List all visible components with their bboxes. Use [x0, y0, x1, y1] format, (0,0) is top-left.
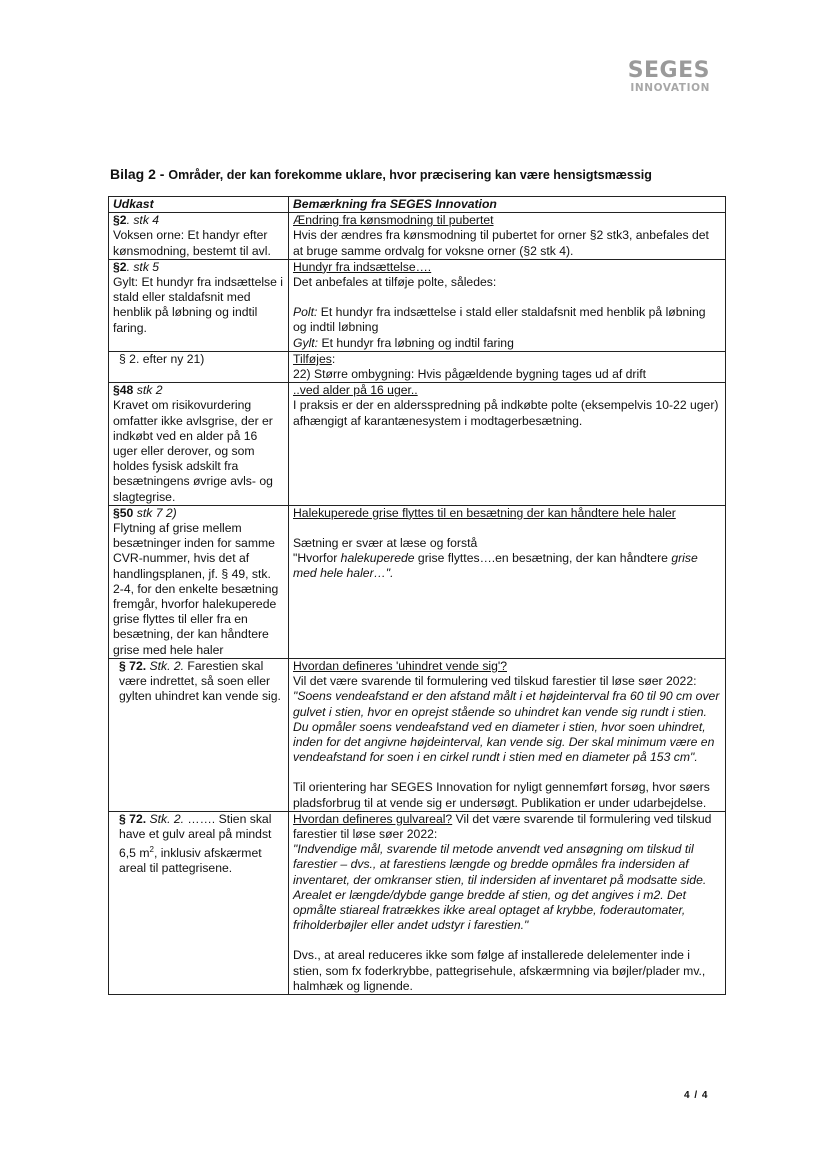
draft-text: Gylt: Et hundyr fra indsættelse i stald eller staldafsnit med henblik på løbning og indtil faring.	[113, 275, 284, 335]
draft-cell	[109, 259, 289, 351]
draft-cell	[109, 811, 289, 994]
remark-text: Dvs., at areal reduceres ikke som følge af installerede delelementer inde i stien, som fx foderkrybbe, pattegrisehule, afskærmning via bøjler/plader mv., halmhæk og lignende.	[293, 948, 706, 993]
quote-part: halekuperede	[340, 551, 415, 566]
table-row	[109, 658, 726, 811]
paragraph-ref: § 72.	[119, 811, 147, 826]
remark-cell	[289, 351, 726, 382]
draft-text: Kravet om risikovurdering omfatter ikke avlsgrise, der er indkøbt ved en alder på 16 uger eller derover, og som holdes fysisk adskilt fra besætningens øvrige avls- og slagtegrise.	[113, 398, 273, 504]
remark-text: Vil det være svarende til formulering ved tilskud farestier til løse søer 2022:	[293, 674, 697, 689]
remark-text: Til orientering har SEGES Innovation for nyligt gennemført forsøg, hvor søers pladsforbrug til at vende sig er undersøgt. Publikation er under udarbejdelse.	[293, 780, 710, 810]
draft-cell	[109, 505, 289, 658]
remark-heading: ..ved alder på 16 uger..	[293, 383, 418, 398]
remark-heading: Hundyr fra indsættelse….	[293, 259, 432, 274]
title-text: Områder, der kan forekomme uklare, hvor præcisering kan være hensigtsmæssig	[168, 168, 652, 182]
remark-quote: "Indvendige mål, svarende til metode anvendt ved ansøgning om tilskud til farestier – dvs., at farestiens længde og bredde opmåles fra indersiden af inventaret, der omkranser stien, til indersiden af inventaret på modsatte side. Arealet er længde/dybde gange bredde af stien, og det angives i m2. Det opmålte stiareal fratrækkes ikke areal optaget af krybbe, foderautomater, friholderbøjler eller andet udstyr i farestien."	[293, 842, 707, 933]
seges-logo	[628, 60, 710, 94]
definition-text: Et hundyr fra løbning og indtil faring	[318, 335, 514, 350]
remark-cell	[289, 259, 726, 351]
draft-text: Voksen orne: Et handyr efter kønsmodning, bestemt til avl.	[113, 228, 271, 258]
logo-subtitle: INNOVATION	[630, 82, 710, 94]
remark-heading: Hvordan defineres gulvareal?	[293, 811, 453, 826]
quote-part: grise med hele haler…".	[293, 551, 698, 581]
quote-part: "Hvorfor	[293, 551, 341, 566]
remark-cell	[289, 811, 726, 994]
remark-heading: Hvordan defineres 'uhindret vende sig'?	[293, 658, 508, 673]
paragraph-subref: stk 2	[133, 383, 163, 398]
remark-quote: "Soens vendeafstand er den afstand målt i et højdeinterval fra 60 til 90 cm over gulvet i stien, hvor en oprejst stående so uhindret kan vende sig rundt i stien. Du opmåler soens vendeafstand ved en diameter i stien, hvor soen uhindret, inden for det angivne højdeinterval, kan vende sig. Der skal minimum være en vendeafstand for soen i en cirkel rundt i stien med en diameter på 153 cm".	[293, 689, 720, 765]
paragraph-ref: § 72.	[119, 658, 147, 673]
table-row	[109, 259, 726, 351]
draft-text: , inklusiv afskærmet areal til pattegrisene.	[119, 846, 262, 876]
draft-text: § 2. efter ny 21)	[119, 351, 205, 366]
paragraph-subref: Stk. 2.	[146, 658, 185, 673]
table-row	[109, 383, 726, 506]
remark-cell	[289, 383, 726, 506]
header-remarks: Bemærkning fra SEGES Innovation	[289, 197, 726, 213]
draft-cell	[109, 351, 289, 382]
draft-text: Flytning af grise mellem besætninger inden for samme CVR-nummer, hvis det af handlingsplanen, jf. § 49, stk. 2-4, for den enkelte besætning fremgår, hvorfor halekuperede grise flyttes til eller fra en besætning, der kan håndtere grise med hele haler	[113, 521, 279, 657]
table-row	[109, 505, 726, 658]
paragraph-ref: §50	[113, 505, 134, 520]
remark-cell	[289, 505, 726, 658]
remark-text: Sætning er svær at læse og forstå	[293, 536, 478, 551]
remark-cell	[289, 658, 726, 811]
remark-text: Hvis der ændres fra kønsmodning til pubertet for orner §2 stk3, anbefales det at bruge samme ordvalg for voksne orner (§2 stk 4).	[293, 228, 709, 258]
remark-text: Vil det være svarende til formulering ved tilskud farestier til løse søer 2022:	[293, 811, 712, 841]
quote-part: grise flyttes….en besætning, der kan håndtere	[414, 551, 672, 566]
paragraph-ref: §2	[113, 259, 127, 274]
table-row	[109, 213, 726, 260]
page-number: 4 / 4	[684, 1090, 709, 1101]
remark-cell	[289, 213, 726, 260]
definition-label: Gylt:	[293, 335, 319, 350]
remark-text: I praksis er der en aldersspredning på indkøbte polte (eksempelvis 10-22 uger) afhængigt af karantænesystem i modtagerbesætning.	[293, 398, 719, 428]
comments-table	[108, 196, 726, 995]
title-prefix: Bilag 2 -	[110, 166, 169, 182]
remark-heading: Ændring fra kønsmodning til pubertet	[293, 213, 494, 228]
remark-text: Det anbefales at tilføje polte, således:	[293, 275, 497, 290]
draft-text: Farestien skal være indrettet, så soen eller gylten uhindret kan vende sig.	[119, 658, 281, 704]
definition-text: Et hundyr fra indsættelse i stald eller staldafsnit med henblik på løbning og indtil løbning	[293, 305, 706, 335]
table-header-row	[109, 197, 726, 213]
logo-wordmark: SEGES	[627, 58, 710, 83]
draft-cell	[109, 213, 289, 260]
remark-text: 22) Større ombygning: Hvis pågældende bygning tages ud af drift	[293, 367, 646, 382]
paragraph-ref: §48	[113, 383, 134, 398]
header-draft: Udkast	[109, 197, 289, 213]
paragraph-subref: Stk. 2.	[146, 811, 185, 826]
draft-cell	[109, 383, 289, 506]
draft-cell	[109, 658, 289, 811]
definition-label: Polt:	[293, 305, 318, 320]
heading-suffix: :	[331, 351, 336, 366]
paragraph-ref: §2	[113, 213, 127, 228]
draft-text: ……. Stien skal have et gulv areal på mindst 6,5 m	[119, 811, 272, 861]
table-row	[109, 351, 726, 382]
paragraph-subref: . stk 5	[126, 259, 160, 274]
paragraph-subref: . stk 4	[126, 213, 160, 228]
paragraph-subref: stk 7 2)	[133, 505, 177, 520]
remark-heading: Tilføjes	[293, 351, 332, 366]
page-title	[110, 166, 652, 182]
remark-heading: Halekuperede grise flyttes til en besætning der kan håndtere hele haler	[293, 505, 676, 520]
superscript: 2	[149, 845, 154, 855]
table-row	[109, 811, 726, 994]
